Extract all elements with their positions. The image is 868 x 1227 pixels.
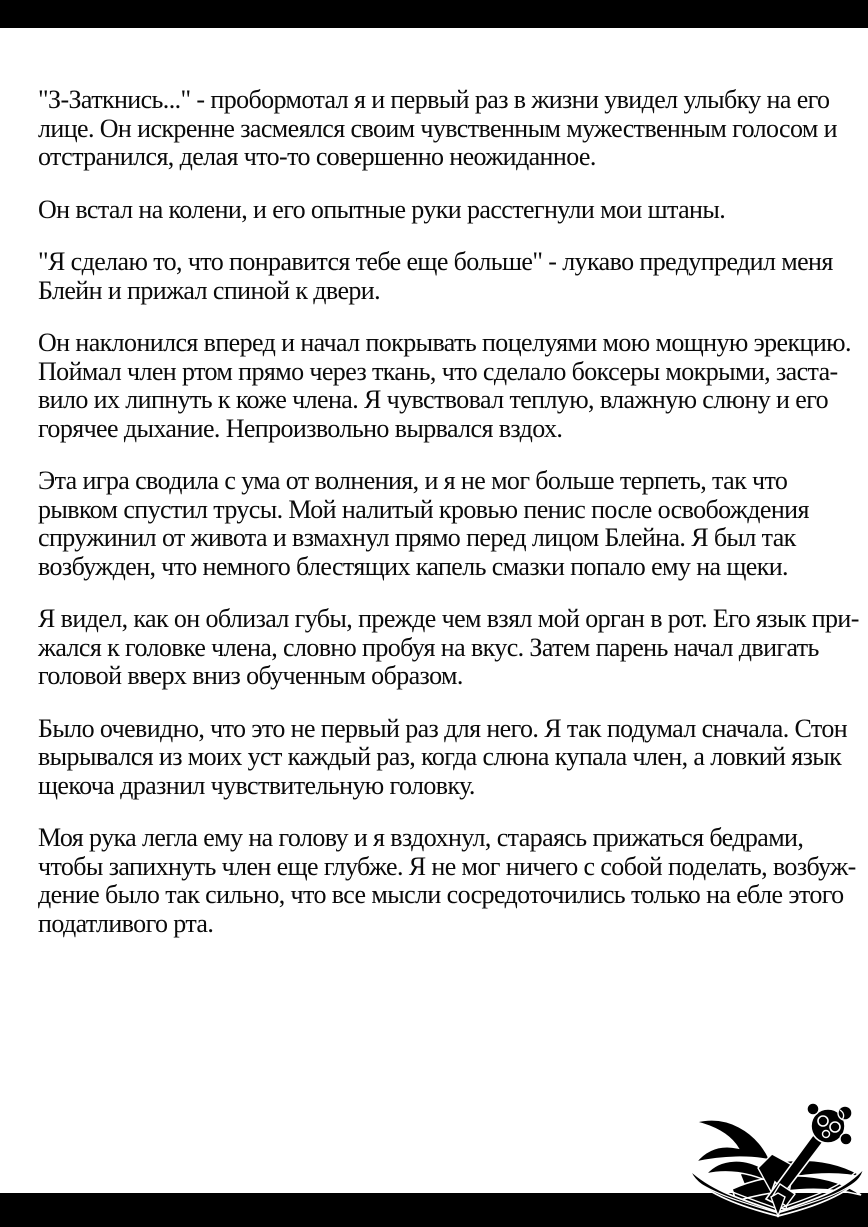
text-line: Моя рука легла ему на голову и я вздохнул, стараясь прижаться бедрами, <box>38 823 804 852</box>
text-line: горячее дыхание. Непроизвольно вырвался вздох. <box>38 413 563 443</box>
text-line: чтобы запихнуть член еще глубже. Я не мог ничего с собой поделать, возбуж- <box>38 851 856 881</box>
paragraph <box>38 715 850 801</box>
text-line: щекоча дразнил чувствительную головку. <box>38 770 475 800</box>
text-line: "З-Заткнись..." - пробормотал я и первый раз в жизни увидел улыбку на его <box>38 85 830 114</box>
story-text <box>38 85 859 962</box>
top-border-bar <box>0 0 868 28</box>
text-line: Он встал на колени, и его опытные руки расстегнули мои штаны. <box>38 194 726 224</box>
paragraph <box>38 467 850 581</box>
text-line: Было очевидно, что это не первый раз для него. Я так подумал сначала. Стон <box>38 713 848 743</box>
paragraph <box>38 329 850 443</box>
paragraph <box>38 823 856 938</box>
text-line: дение было так сильно, что все мысли сосредоточились только на ебле этого <box>38 880 844 909</box>
text-line: Я видел, как он облизал губы, прежде чем взял мой орган в рот. Его язык при- <box>38 604 859 633</box>
text-line: спружинил от живота и взмахнул прямо перед лицом Блейна. Я был так <box>38 523 796 552</box>
text-line: Эта игра сводила с ума от волнения, и я не мог больше терпеть, так что <box>38 466 788 495</box>
paragraph <box>38 248 850 305</box>
paragraph <box>38 196 850 225</box>
paragraph <box>38 604 859 691</box>
text-line: "Я сделаю то, что понравится тебе еще больше" - лукаво предупредил меня <box>38 247 833 276</box>
text-line: Блейн и прижал спиной к двери. <box>38 275 381 305</box>
text-line: лице. Он искренне засмеялся своим чувственным мужественным голосом и <box>38 113 837 143</box>
text-line: головой вверх вниз обученным образом. <box>38 661 463 690</box>
text-line: Он наклонился вперед и начал покрывать поцелуями мою мощную эрекцию. <box>38 328 851 357</box>
text-line: отстранился, делая что-то совершенно неожиданное. <box>38 142 596 171</box>
text-line: вырывался из моих уст каждый раз, когда слюна купала член, а ловкий язык <box>38 742 842 771</box>
text-line: рывком спустил трусы. Мой налитый кровью пенис после освобождения <box>38 494 809 524</box>
text-line: возбужден, что немного блестящих капель смазки попало ему на щеки. <box>38 551 788 581</box>
text-line: жался к головке члена, словно пробуя на вкус. Затем парень начал двигать <box>38 632 819 662</box>
text-line: Поймал член ртом прямо через ткань, что сделало боксеры мокрыми, заста- <box>38 356 838 386</box>
open-book-with-ornate-key-icon <box>682 1096 868 1218</box>
paragraph <box>38 86 850 172</box>
text-line: податливого рта. <box>38 908 214 938</box>
text-line: вило их липнуть к коже члена. Я чувствовал теплую, влажную слюну и его <box>38 385 829 414</box>
